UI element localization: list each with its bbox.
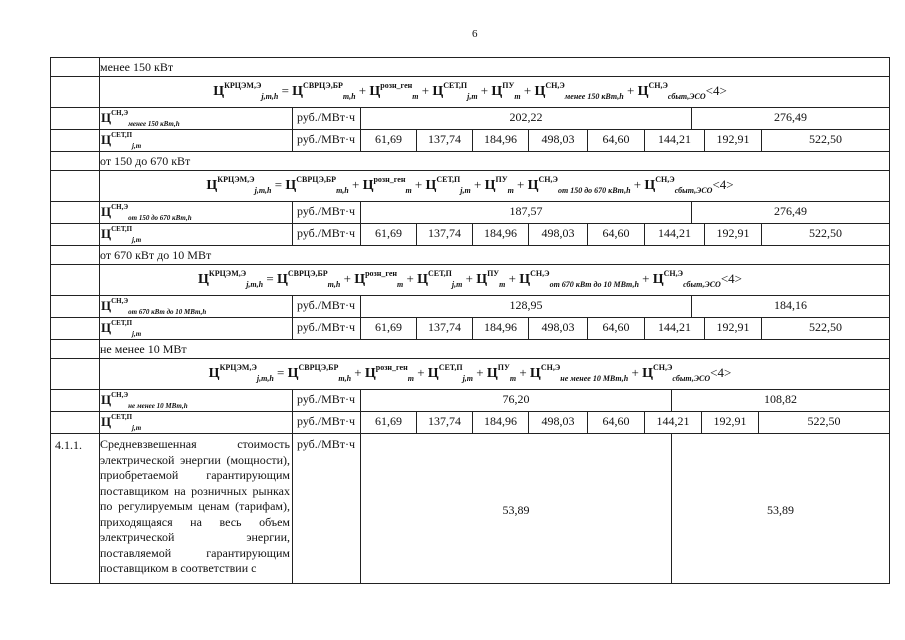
number-column-border <box>99 390 100 411</box>
formula-term-sn-sup: СН,Э <box>530 269 550 278</box>
formula-lhs-sub: j,m,h <box>246 280 264 289</box>
set-label-sub: j,m <box>132 424 142 432</box>
set-label-sub: j,m <box>132 142 142 150</box>
sn-value-half1: 76,20 <box>360 390 671 411</box>
sn-label-sup: СН,Э <box>111 203 129 211</box>
set-value-cell: 498,03 <box>528 318 587 339</box>
sn-label-sup: СН,Э <box>111 391 129 399</box>
formula-note: <4> <box>712 177 734 192</box>
set-value-cell: 522,50 <box>758 412 889 433</box>
formula-term-set-sub: j,m <box>467 92 478 101</box>
formula-term-svrce-symbol: Ц <box>287 366 299 381</box>
set-value-cell: 522,50 <box>761 224 889 245</box>
formula-term-rozn: + $Ц^{розн\_ген}_m$ <box>340 269 404 289</box>
formula-term-pu-sup: ПУ <box>497 363 510 372</box>
unit-cell: руб./МВт·ч <box>292 318 360 339</box>
sn-label-sub: менее 150 кВт,h <box>128 120 180 128</box>
formula-term-sbyt-symbol: Ц <box>644 178 656 193</box>
range-heading-row <box>51 340 889 359</box>
unit-cell: руб./МВт·ч <box>292 202 360 223</box>
formula-term-sbyt-sub: сбыт,ЭСО <box>674 186 713 195</box>
formula-term-pu-sub: m <box>514 92 521 101</box>
formula-term-sn: + $Ц^{СН,Э}_{от 150 до 670 кВт,h}$ <box>513 175 631 195</box>
formula-term-pu: + $Ц^{ПУ}_m$ <box>473 363 517 383</box>
set-price-row <box>51 412 889 434</box>
number-column-border <box>99 130 100 151</box>
formula-term-pu-symbol: Ц <box>486 366 498 381</box>
formula-row <box>51 77 889 108</box>
set-value-cell: 137,74 <box>416 130 472 151</box>
formula-note: <4> <box>720 271 742 286</box>
formula-term-rozn-sub: m <box>412 92 419 101</box>
set-label-sup: СЕТ,П <box>111 319 133 327</box>
formula-term-sbyt-sup: СН,Э <box>663 269 684 278</box>
formula-term-set: + $Ц^{СЕТ,П}_{j,m}$ <box>413 363 474 383</box>
unit-cell: руб./МВт·ч <box>292 296 360 317</box>
formula-term-sn-sup: СН,Э <box>540 363 561 372</box>
set-value-cell: 184,96 <box>472 224 528 245</box>
formula-term-set: + $Ц^{СЕТ,П}_{j,m}$ <box>418 81 478 101</box>
formula-term-set-sub: j,m <box>451 280 463 289</box>
item-description: Средневзвешенная стоимость электрической энергии (мощности), приобретаемой гарантирующим поставщиком на розничных рынках по регулируемым ценам (тарифам), приходящаяся на весь объем электрической энергии, поставляемой гарантирующим поставщиком в соответствии с <box>100 437 290 575</box>
formula-term-sn: + $Ц^{СН,Э}_{менее 150 кВт,h}$ <box>520 81 624 101</box>
formula-term-rozn-sup: розн_ген <box>375 363 408 372</box>
formula-term-rozn-symbol: Ц <box>364 366 376 381</box>
set-value-cell: 184,96 <box>472 412 528 433</box>
formula-lhs-symbol: Ц <box>208 366 220 381</box>
formula-term-sn-sub: не менее 10 МВт,h <box>560 374 629 383</box>
formula-term-set: + $Ц^{СЕТ,П}_{j,m}$ <box>411 175 471 195</box>
range-heading-row <box>51 58 889 77</box>
number-column-border <box>99 412 100 433</box>
set-label: $Ц^{СЕТ,П}_{j,m}$ <box>101 225 142 244</box>
formula-term-set-sup: СЕТ,П <box>443 81 468 90</box>
formula-term-svrce-sup: СВРЦЭ,БР <box>287 269 328 278</box>
sn-label-sub: от 150 до 670 кВт,h <box>128 214 192 222</box>
sn-value-half1: 128,95 <box>360 296 691 317</box>
formula-term-svrce-symbol: Ц <box>276 272 288 287</box>
sn-value-half2: 108,82 <box>671 390 889 411</box>
formula-term-sn: + $Ц^{СН,Э}_{не менее 10 МВт,h}$ <box>516 363 629 383</box>
formula-note: <4> <box>705 83 727 98</box>
range-heading: от 670 кВт до 10 МВт <box>100 248 212 262</box>
set-price-row <box>51 130 889 152</box>
formula-term-svrce-sub: m,h <box>327 280 341 289</box>
set-value-cell: 522,50 <box>761 130 889 151</box>
formula-lhs <box>198 269 264 289</box>
sn-price-row <box>51 390 889 412</box>
formula-term-pu: + $Ц^{ПУ}_m$ <box>470 175 514 195</box>
formula-term-sbyt-symbol: Ц <box>637 84 649 99</box>
formula-lhs-symbol: Ц <box>198 272 209 287</box>
formula-term-sbyt: + $Ц^{СН,Э}_{сбыт,ЭСО}$ <box>638 269 721 289</box>
set-value-cell: 64,60 <box>587 224 644 245</box>
sn-label-sub: от 670 кВт до 10 МВт,h <box>128 308 207 316</box>
formula-term-pu-sub: m <box>507 186 514 195</box>
sn-value-half1: 187,57 <box>360 202 691 223</box>
formula-term-set-sup: СЕТ,П <box>436 175 461 184</box>
set-value-cell: 144,21 <box>644 412 701 433</box>
formula-term-rozn-symbol: Ц <box>354 272 366 287</box>
formula-term-rozn-symbol: Ц <box>362 178 374 193</box>
formula-term-rozn-symbol: Ц <box>369 84 381 99</box>
set-label-sup: СЕТ,П <box>111 131 133 139</box>
formula-note: <4> <box>710 365 732 380</box>
set-label: $Ц^{СЕТ,П}_{j,m}$ <box>101 413 142 432</box>
range-heading: не менее 10 МВт <box>100 342 187 356</box>
formula-term-pu-symbol: Ц <box>491 84 503 99</box>
sn-label: $Ц^{СН,Э}_{не менее 10 МВт,h}$ <box>101 391 188 410</box>
number-column-border <box>99 296 100 317</box>
tariff-table <box>50 57 890 584</box>
unit-cell: руб./МВт·ч <box>292 412 360 433</box>
number-column-border <box>99 318 100 339</box>
formula-term-svrce <box>287 363 352 383</box>
price-formula: $Ц^{КРЦЭМ,Э}_{j,m,h} = Ц^{СВРЦЭ,БР}_{m,h} + Ц^{розн\_ген}_m + Ц^{СЕТ,П}_{j,m} + Ц^{ПУ}_m + Ц^{СН,Э}_{менее 150 кВт,h} + Ц^{СН,Э}_{сбыт,ЭСО}<4>$ <box>213 81 727 101</box>
set-value-cell: 498,03 <box>528 412 587 433</box>
formula-term-set-symbol: Ц <box>432 84 444 99</box>
set-value-cell: 522,50 <box>761 318 889 339</box>
set-value-cell: 192,91 <box>704 224 761 245</box>
formula-term-svrce-sup: СВРЦЭ,БР <box>303 81 343 90</box>
sn-value-half2: 276,49 <box>691 108 889 129</box>
item-row <box>51 434 889 584</box>
set-value-cell: 144,21 <box>644 224 704 245</box>
formula-term-set-symbol: Ц <box>417 272 429 287</box>
formula-term-sn-sub: от 150 до 670 кВт,h <box>557 186 631 195</box>
formula-term-sn-symbol: Ц <box>527 178 539 193</box>
formula-lhs-sub: j,m,h <box>254 186 272 195</box>
sn-value-half2: 184,16 <box>691 296 889 317</box>
formula-term-sbyt: + $Ц^{СН,Э}_{сбыт,ЭСО}$ <box>630 175 713 195</box>
formula-term-sbyt: + $Ц^{СН,Э}_{сбыт,ЭСО}$ <box>623 81 706 101</box>
formula-term-pu-symbol: Ц <box>476 272 488 287</box>
set-value-cell: 184,96 <box>472 130 528 151</box>
item-unit: руб./МВт·ч <box>292 434 360 583</box>
price-formula: $Ц^{КРЦЭМ,Э}_{j,m,h} = Ц^{СВРЦЭ,БР}_{m,h} + Ц^{розн\_ген}_m + Ц^{СЕТ,П}_{j,m} + Ц^{ПУ}_m + Ц^{СН,Э}_{от 670 кВт до 10 МВт,h} + Ц^{СН,Э}_{сбыт,ЭСО}<4>$ <box>198 269 742 289</box>
formula-term-set-sup: СЕТ,П <box>438 363 463 372</box>
formula-term-sn-symbol: Ц <box>534 84 546 99</box>
formula-term-sbyt-sub: сбыт,ЭСО <box>683 280 721 289</box>
formula-term-rozn-sub: m <box>405 186 412 195</box>
set-value-cell: 64,60 <box>587 318 644 339</box>
price-formula: $Ц^{КРЦЭМ,Э}_{j,m,h} = Ц^{СВРЦЭ,БР}_{m,h} + Ц^{розн\_ген}_m + Ц^{СЕТ,П}_{j,m} + Ц^{ПУ}_m + Ц^{СН,Э}_{не менее 10 МВт,h} + Ц^{СН,Э}_{сбыт,ЭСО}<4>$ <box>208 363 732 383</box>
formula-term-sbyt: + $Ц^{СН,Э}_{сбыт,ЭСО}$ <box>628 363 711 383</box>
formula-term-pu-symbol: Ц <box>484 178 496 193</box>
set-label: $Ц^{СЕТ,П}_{j,m}$ <box>101 319 142 338</box>
formula-lhs-symbol: Ц <box>206 178 218 193</box>
number-column-border <box>99 224 100 245</box>
set-price-row <box>51 318 889 340</box>
set-value-cell: 61,69 <box>360 318 416 339</box>
formula-term-svrce-sup: СВРЦЭ,БР <box>296 175 337 184</box>
formula-term-sn-symbol: Ц <box>529 366 541 381</box>
set-value-cell: 144,21 <box>644 318 704 339</box>
formula-term-sn-sub: менее 150 кВт,h <box>564 92 624 101</box>
formula-lhs-sub: j,m,h <box>261 92 279 101</box>
formula-term-rozn-sup: розн_ген <box>380 81 413 90</box>
item-value-half1: 53,89 <box>360 434 671 583</box>
formula-term-set: + $Ц^{СЕТ,П}_{j,m}$ <box>403 269 463 289</box>
formula-term-sn: + $Ц^{СН,Э}_{от 670 кВт до 10 МВт,h}$ <box>505 269 639 289</box>
formula-term-rozn: + $Ц^{розн\_ген}_m$ <box>348 175 412 195</box>
set-value-cell: 137,74 <box>416 224 472 245</box>
formula-term-sbyt-sub: сбыт,ЭСО <box>672 374 711 383</box>
formula-lhs-sub: j,m,h <box>256 374 274 383</box>
range-heading-row <box>51 152 889 171</box>
sn-value-half2: 276,49 <box>691 202 889 223</box>
formula-term-sn-sup: СН,Э <box>538 175 558 184</box>
sn-label-sub: не менее 10 МВт,h <box>128 402 188 410</box>
formula-lhs <box>208 363 274 383</box>
page-number: 6 <box>472 28 478 40</box>
formula-term-set-symbol: Ц <box>427 366 439 381</box>
item-number: 4.1.1. <box>55 438 82 452</box>
formula-row <box>51 265 889 296</box>
formula-term-set-sub: j,m <box>462 374 474 383</box>
set-value-cell: 137,74 <box>416 318 472 339</box>
set-label-sup: СЕТ,П <box>111 225 133 233</box>
sn-label: $Ц^{СН,Э}_{от 670 кВт до 10 МВт,h}$ <box>101 297 207 316</box>
formula-term-pu-sup: ПУ <box>495 175 508 184</box>
formula-term-svrce <box>292 81 356 101</box>
formula-term-rozn-sub: m <box>397 280 404 289</box>
formula-term-svrce-sub: m,h <box>342 92 356 101</box>
item-value-half2: 53,89 <box>671 434 889 583</box>
sn-price-row <box>51 108 889 130</box>
set-value-cell: 192,91 <box>704 130 761 151</box>
formula-term-sbyt-symbol: Ц <box>642 366 653 381</box>
sn-label-sup: СН,Э <box>111 109 129 117</box>
formula-term-svrce <box>276 269 341 289</box>
sn-value-half1: 202,22 <box>360 108 691 129</box>
number-column-border <box>99 202 100 223</box>
set-value-cell: 61,69 <box>360 412 416 433</box>
set-value-cell: 184,96 <box>472 318 528 339</box>
formula-term-sbyt-sup: СН,Э <box>652 363 673 372</box>
formula-term-svrce-sup: СВРЦЭ,БР <box>298 363 339 372</box>
formula-term-rozn-sup: розн_ген <box>365 269 398 278</box>
sn-label: $Ц^{СН,Э}_{менее 150 кВт,h}$ <box>101 109 180 128</box>
formula-term-sbyt-symbol: Ц <box>652 272 664 287</box>
set-label-sub: j,m <box>132 236 142 244</box>
formula-term-set-symbol: Ц <box>425 178 437 193</box>
formula-term-sbyt-sup: СН,Э <box>655 175 675 184</box>
formula-term-pu-sup: ПУ <box>502 81 515 90</box>
formula-lhs-sup: КРЦЭМ,Э <box>217 175 255 184</box>
unit-cell: руб./МВт·ч <box>292 108 360 129</box>
set-value-cell: 61,69 <box>360 224 416 245</box>
formula-term-svrce-sub: m,h <box>338 374 352 383</box>
set-value-cell: 192,91 <box>701 412 758 433</box>
sn-price-row <box>51 202 889 224</box>
formula-term-pu: + $Ц^{ПУ}_m$ <box>462 269 506 289</box>
set-value-cell: 498,03 <box>528 130 587 151</box>
formula-term-sbyt-sub: сбыт,ЭСО <box>667 92 706 101</box>
formula-term-pu-sub: m <box>499 280 506 289</box>
range-heading: от 150 до 670 кВт <box>100 154 191 168</box>
set-value-cell: 64,60 <box>587 412 644 433</box>
formula-term-set-sub: j,m <box>460 186 471 195</box>
set-value-cell: 144,21 <box>644 130 704 151</box>
unit-cell: руб./МВт·ч <box>292 130 360 151</box>
formula-term-sbyt-sup: СН,Э <box>648 81 668 90</box>
sn-price-row <box>51 296 889 318</box>
formula-term-pu-sup: ПУ <box>487 269 500 278</box>
formula-lhs-sup: КРЦЭМ,Э <box>219 363 257 372</box>
sn-label: $Ц^{СН,Э}_{от 150 до 670 кВт,h}$ <box>101 203 192 222</box>
formula-lhs-sup: КРЦЭМ,Э <box>208 269 247 278</box>
set-value-cell: 64,60 <box>587 130 644 151</box>
unit-cell: руб./МВт·ч <box>292 390 360 411</box>
sn-label-sup: СН,Э <box>111 297 129 305</box>
range-heading: менее 150 кВт <box>100 60 174 74</box>
unit-cell: руб./МВт·ч <box>292 224 360 245</box>
range-heading-row <box>51 246 889 265</box>
set-value-cell: 61,69 <box>360 130 416 151</box>
formula-term-sn-sup: СН,Э <box>545 81 565 90</box>
formula-term-svrce <box>285 175 349 195</box>
formula-term-rozn-sup: розн_ген <box>373 175 406 184</box>
formula-term-sn-symbol: Ц <box>519 272 531 287</box>
set-label-sup: СЕТ,П <box>111 413 133 421</box>
formula-lhs <box>206 175 272 195</box>
set-label: $Ц^{СЕТ,П}_{j,m}$ <box>101 131 142 150</box>
formula-row <box>51 171 889 202</box>
formula-term-rozn-sub: m <box>407 374 414 383</box>
formula-term-svrce-symbol: Ц <box>285 178 297 193</box>
formula-row <box>51 359 889 390</box>
set-value-cell: 192,91 <box>704 318 761 339</box>
price-formula: $Ц^{КРЦЭМ,Э}_{j,m,h} = Ц^{СВРЦЭ,БР}_{m,h} + Ц^{розн\_ген}_m + Ц^{СЕТ,П}_{j,m} + Ц^{ПУ}_m + Ц^{СН,Э}_{от 150 до 670 кВт,h} + Ц^{СН,Э}_{сбыт,ЭСО}<4>$ <box>206 175 734 195</box>
number-column-border <box>99 108 100 129</box>
formula-term-set-sup: СЕТ,П <box>428 269 452 278</box>
formula-term-pu-sub: m <box>509 374 517 383</box>
set-label-sub: j,m <box>132 330 142 338</box>
set-value-cell: 498,03 <box>528 224 587 245</box>
set-price-row <box>51 224 889 246</box>
formula-lhs-symbol: Ц <box>213 84 225 99</box>
formula-lhs <box>213 81 279 101</box>
formula-term-pu: + $Ц^{ПУ}_m$ <box>477 81 521 101</box>
formula-term-svrce-sub: m,h <box>336 186 349 195</box>
set-value-cell: 137,74 <box>416 412 472 433</box>
formula-term-rozn: + $Ц^{розн\_ген}_m$ <box>355 81 419 101</box>
formula-term-sn-sub: от 670 кВт до 10 МВт,h <box>549 280 639 289</box>
formula-lhs-sup: КРЦЭМ,Э <box>224 81 262 90</box>
formula-term-rozn: + $Ц^{розн\_ген}_m$ <box>351 363 414 383</box>
formula-term-svrce-symbol: Ц <box>292 84 304 99</box>
